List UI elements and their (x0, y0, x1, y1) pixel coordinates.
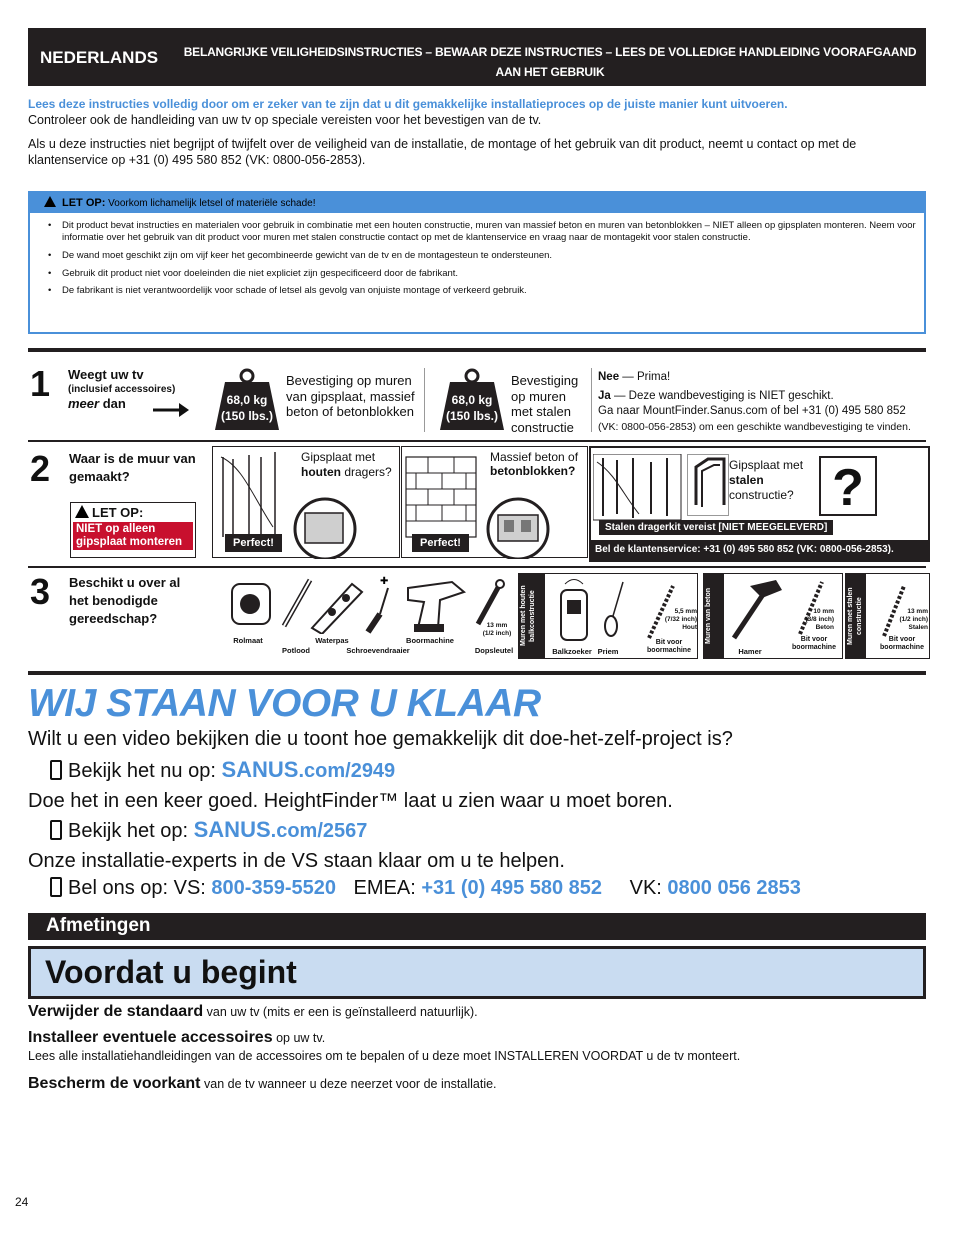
watch1-link[interactable] (221, 757, 396, 782)
caution-text: Voorkom lichamelijk letsel of materiële schade! (108, 198, 316, 209)
step1-more-rest: dan (99, 396, 126, 411)
steel-kit-label: Stalen dragerkit vereist [NIET MEEGELEVERD] (599, 520, 833, 535)
weight1b: (150 lbs.) (220, 409, 274, 423)
step2-number: 2 (30, 448, 51, 489)
step2-caution-label: LET OP: (92, 505, 144, 520)
tool-boormachine: Boormachine (406, 636, 454, 645)
yes-line3: (VK: 0800-056-2853) om een geschikte wandbevestiging te vinden. (598, 420, 911, 433)
task-protect-front (28, 1076, 497, 1092)
step1-more: meer (68, 396, 100, 411)
step1-number: 1 (30, 363, 51, 404)
emea-label: EMEA: (353, 877, 422, 899)
hammer-icon (734, 580, 782, 638)
no-text: — Prima! (619, 371, 671, 383)
steel-question (729, 458, 821, 503)
phone-icon (50, 877, 62, 897)
yes-label: Ja (598, 389, 611, 402)
step1-sub: (inclusief accessoires) (68, 384, 176, 395)
language-label: NEDERLANDS (40, 48, 159, 67)
weight2: 68,0 kg (451, 393, 493, 407)
divider (28, 348, 926, 352)
wood-bit-type: Hout (682, 624, 697, 631)
watch-line-1 (50, 757, 395, 783)
steel-call-label: Bel de klantenservice: +31 (0) 495 580 852 (VK: 0800-056-2853). (591, 540, 928, 560)
step3-title: Beschikt u over al het benodigde gereedschap? (69, 575, 181, 626)
step2-caution (70, 502, 196, 558)
wood-q1: Gipsplaat met (301, 450, 376, 464)
watch2-brand: SANUS (193, 817, 271, 842)
before-box (28, 946, 926, 999)
divider (28, 440, 926, 442)
phone-uk-link[interactable]: 0800 056 2853 (667, 877, 801, 899)
tools-illustration (228, 574, 518, 634)
awl-icon (605, 582, 623, 636)
uk-label: VK: (629, 877, 668, 899)
perfect-badge: Perfect! (412, 534, 469, 552)
weight1: 68,0 kg (226, 393, 268, 407)
task2-line2: Lees alle installatiehandleidingen van de accessoires om te bepalen of u deze moet INSTALLEREN VOORDAT u de tv monteert. (28, 1049, 741, 1063)
steel-bit-size2: (1/2 inch) (899, 616, 928, 623)
wood-walls-label: Muren met houten balkconstructie (519, 574, 545, 658)
concrete-wall-panel (401, 446, 588, 558)
weight-label-1 (213, 392, 281, 424)
svg-text:✚: ✚ (380, 576, 389, 587)
header-title: BELANGRIJKE VEILIGHEIDSINSTRUCTIES – BEWAAR DEZE INSTRUCTIES – LEES DE VOLLEDIGE HANDLEIDING VOORAFGAAND AAN HET GEBRUIK (183, 45, 917, 79)
task2-rest: op uw tv. (272, 1031, 326, 1045)
wood-wall-panel (212, 446, 400, 558)
weight-label-2 (438, 392, 506, 424)
tool-dopsleutel: Dopsleutel (474, 646, 514, 655)
watch2-label: Bekijk het op: (68, 820, 194, 842)
ready-title: WIJ STAAN VOOR U KLAAR (28, 682, 541, 725)
screwdriver-icon (368, 576, 388, 632)
tool-rolmaat: Rolmaat (233, 636, 263, 645)
watch1-rest: .com/2949 (298, 760, 396, 782)
caution-label: LET OP: (62, 197, 106, 209)
intro-line2: Controleer ook de handleiding van uw tv op speciale vereisten voor het bevestigen van de tv. (28, 113, 542, 127)
warning-icon (44, 196, 56, 207)
call-label: Bel ons op: VS: (68, 877, 212, 899)
tool-potlood: Potlood (282, 646, 310, 655)
divider (28, 566, 926, 568)
caution-list (46, 220, 916, 303)
concrete-bit-label: Bit voor boormachine (792, 636, 836, 651)
question-mark-icon: ? (819, 456, 877, 516)
drill-icon (408, 582, 464, 632)
tape-measure-icon (232, 584, 270, 624)
watch1-label: Bekijk het nu op: (68, 760, 222, 782)
tool-schroevendraaier: Schroevendraaier (346, 646, 410, 655)
socket-wrench-icon (478, 580, 504, 624)
step1-desc2: Bevestiging op muren met stalen constructie (511, 373, 579, 435)
phone-icon (50, 820, 62, 840)
concrete-bit-size2: (3/8 inch) (805, 616, 834, 623)
concrete-q1: Massief beton of (490, 450, 579, 464)
steel-wall-panel (589, 446, 930, 562)
dop-size: 13 mm (486, 622, 508, 629)
concrete-bit-type: Beton (815, 624, 834, 631)
concrete-walls-label: Muren van beton (704, 574, 724, 658)
intro-line3: Als u deze instructies niet begrijpt of twijfelt over de veiligheid van de installatie, de montage of het gebruik van dit product, neemt u contact op met de klantenservice op +31 (0) 495 580 852 (VK: 0800-056-2853). (28, 137, 857, 167)
wood-question (301, 450, 401, 480)
wood-bit-size2: (7/32 inch) (664, 616, 697, 623)
concrete-tools-box (703, 573, 843, 659)
dop-size2: (1/2 inch) (482, 630, 512, 637)
perfect-badge: Perfect! (225, 534, 282, 552)
steel-profile-box (687, 454, 729, 516)
ready-line1: Wilt u een video bekijken die u toont hoe gemakkelijk dit doe-het-zelf-project is? (28, 728, 733, 750)
concrete-bold: betonblokken? (490, 464, 576, 478)
steel-stud-illustration (593, 454, 685, 524)
caution-box (28, 191, 926, 334)
warning-icon (75, 505, 89, 518)
task-remove-stand (28, 1004, 478, 1020)
concrete-question (490, 450, 588, 478)
wood-tools-box (518, 573, 698, 659)
pencil-icon (284, 580, 310, 626)
step1-desc1: Bevestiging op muren van gipsplaat, massief beton of betonblokken (286, 373, 415, 419)
wood-q2: dragers? (341, 465, 392, 479)
header-bar (28, 28, 926, 86)
separator (591, 368, 592, 432)
steel-bold: stalen (729, 473, 764, 487)
caution-header (30, 193, 924, 213)
step1-answers (598, 370, 934, 435)
watch2-rest: .com/2567 (270, 820, 368, 842)
caution-item: • Dit product bevat instructies en materialen voor gebruik in combinatie met een houten constructie, muren van massief beton en muren van betonblokken – NIET alleen op gipsplaten monteren. Neem voor informatie over het gebruik van dit product voor muren met stalen constructie contact op met de klantenservice en vraag naar de montagekit voor stalen constructie. (46, 220, 916, 244)
step2-title: Waar is de muur van gemaakt? (69, 451, 196, 484)
yes-line2: Ga naar MountFinder.Sanus.com of bel +31 (0) 495 580 852 (598, 405, 906, 417)
phone-us-link[interactable]: 800-359-5520 (211, 877, 336, 899)
level-icon (312, 584, 362, 634)
arrow-right-icon (153, 401, 189, 419)
task3-bold: Bescherm de voorkant (28, 1075, 201, 1092)
wood-bit-label: Bit voor boormachine (647, 639, 691, 654)
tool-dop-size (476, 622, 518, 638)
step1-title: Weegt uw tv (68, 367, 144, 382)
task1-rest: van uw tv (mits er een is geïnstalleerd natuurlijk). (203, 1005, 478, 1019)
concrete-bit-size1: 10 mm (813, 608, 834, 615)
before-title: Voordat u begint (45, 954, 297, 990)
phone-icon (50, 760, 62, 780)
page-number: 24 (15, 1195, 29, 1209)
tool-balkzoeker: Balkzoeker (552, 647, 592, 656)
steel-tools-box (845, 573, 930, 659)
steel-q1: Gipsplaat met (729, 458, 804, 472)
concrete-bit-size (800, 608, 834, 632)
watch1-brand: SANUS (221, 757, 299, 782)
wood-bit-size1: 5,5 mm (674, 608, 697, 615)
tool-priem: Priem (597, 647, 619, 656)
steel-bit-size1: 13 mm (907, 608, 928, 615)
call-line (50, 877, 801, 900)
caution-item: • De wand moet geschikt zijn om vijf keer het gecombineerde gewicht van de tv en de montagesteun te ondersteunen. (46, 250, 916, 262)
separator (424, 368, 425, 432)
intro-block (28, 96, 926, 168)
steel-bit-type: Stalen (908, 624, 928, 631)
weight2b: (150 lbs.) (445, 409, 499, 423)
step2-caution-text: NIET op alleen gipsplaat monteren (73, 522, 193, 550)
yes-text: — Deze wandbevestiging is NIET geschikt. (610, 389, 834, 402)
phone-emea-link[interactable]: +31 (0) 495 580 852 (421, 877, 603, 899)
ready-line3: Onze installatie-experts in de VS staan klaar om u te helpen. (28, 850, 565, 872)
tool-waterpas: Waterpas (315, 636, 349, 645)
ready-line2: Doe het in een keer goed. HeightFinder™ laat u zien waar u moet boren. (28, 790, 673, 812)
divider (28, 671, 926, 675)
tool-hamer: Hamer (738, 647, 762, 656)
watch2-link[interactable] (193, 817, 368, 842)
no-label: Nee (598, 371, 620, 383)
steel-q2: constructie? (729, 488, 794, 502)
step3-number: 3 (30, 571, 51, 612)
wood-bit-size (659, 608, 697, 632)
stud-finder-icon (561, 580, 587, 641)
dimensions-header: Afmetingen (28, 913, 926, 940)
steel-bit-size (890, 608, 928, 632)
watch-line-2 (50, 817, 367, 843)
task1-bold: Verwijder de standaard (28, 1003, 204, 1020)
task-install-accessories (28, 1030, 325, 1046)
task2-bold: Installeer eventuele accessoires (28, 1029, 273, 1046)
steel-bit-label: Bit voor boormachine (880, 636, 924, 651)
wood-bold: houten (301, 465, 341, 479)
intro-highlight: Lees deze instructies volledig door om er zeker van te zijn dat u dit gemakkelijke installatieproces op de juiste manier kunt uitvoeren. (28, 97, 788, 111)
caution-item: • De fabrikant is niet verantwoordelijk voor schade of letsel als gevolg van onjuiste montage of verkeerd gebruik. (46, 285, 916, 297)
caution-item: • Gebruik dit product niet voor doeleinden die niet expliciet zijn gespecificeerd door de fabrikant. (46, 268, 916, 280)
steel-walls-label: Muren met stalen constructie (846, 574, 866, 658)
task3-rest: van de tv wanneer u deze neerzet voor de installatie. (200, 1077, 497, 1091)
